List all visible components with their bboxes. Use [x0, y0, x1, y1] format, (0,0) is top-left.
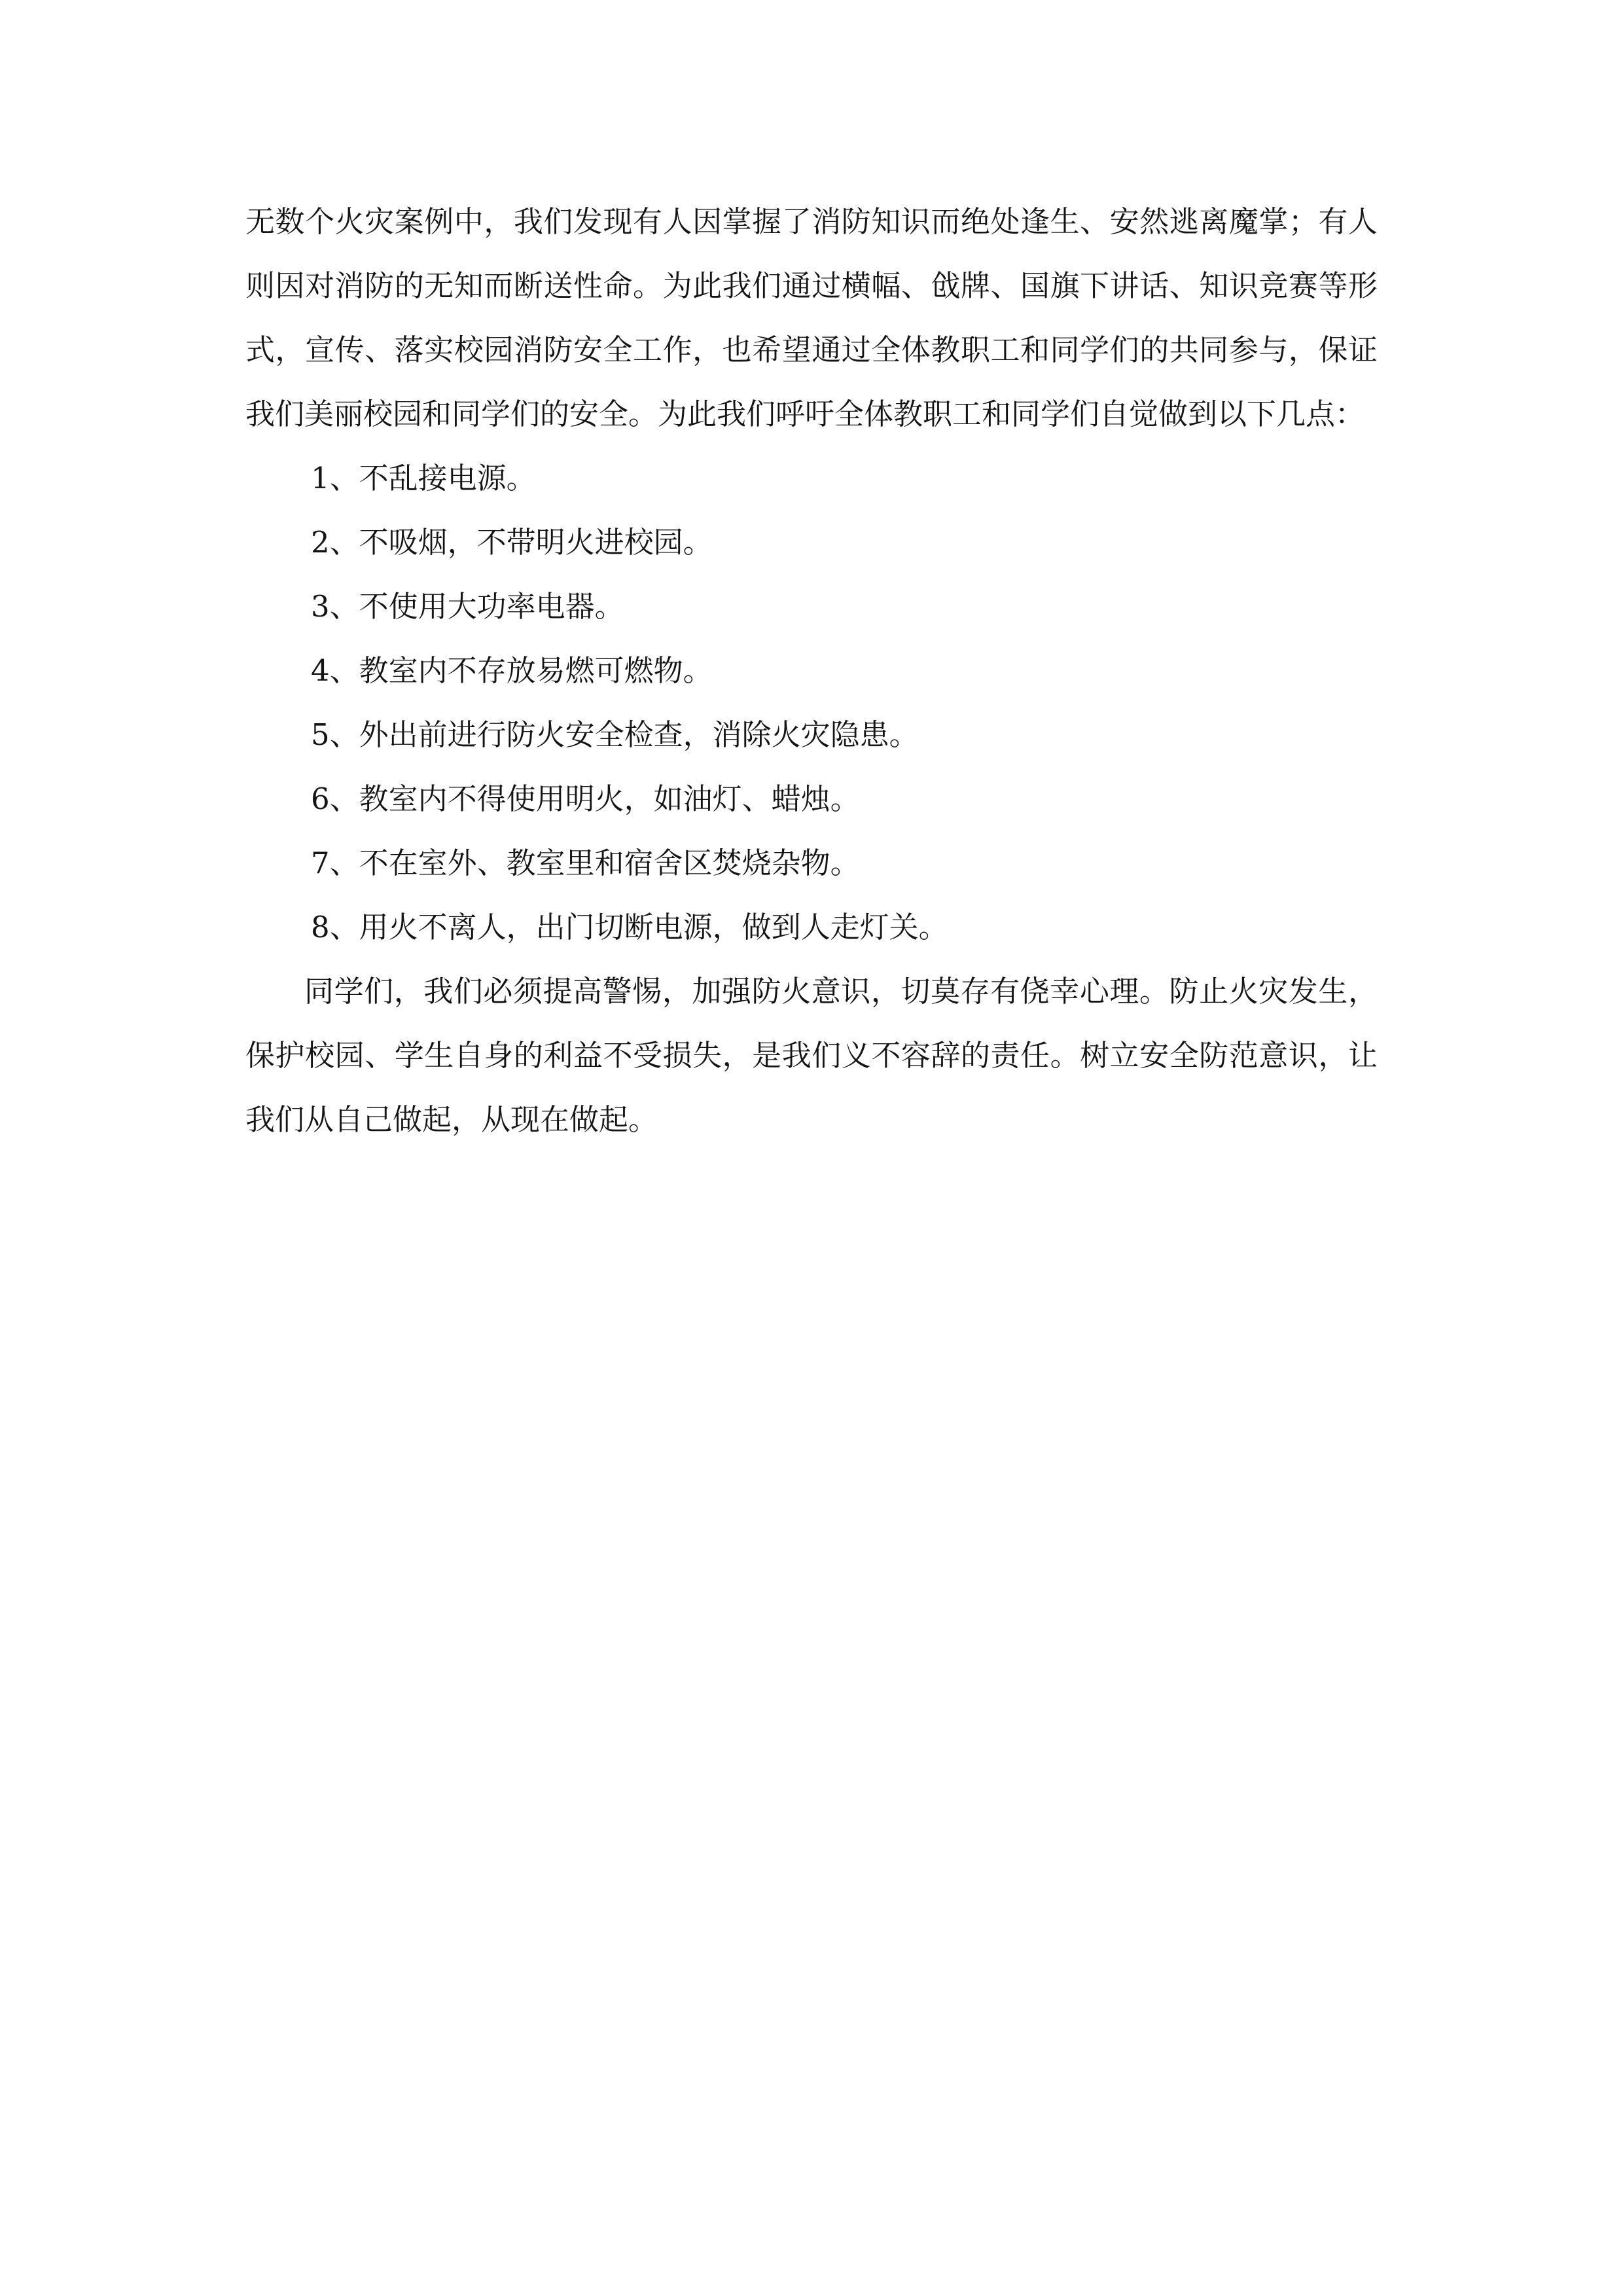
document-body [245, 190, 1378, 1152]
list-item: 4、教室内不存放易燃可燃物。 [311, 653, 713, 688]
list-item: 2、不吸烟，不带明火进校园。 [311, 525, 713, 560]
list-item: 5、外出前进行防火安全检查，消除火灾隐患。 [311, 717, 919, 752]
closing-paragraph: 同学们，我们必须提高警惕，加强防火意识，切莫存有侥幸心理。防止火灾发生，保护校园、学生自身的利益不受损失，是我们义不容辞的责任。树立安全防范意识，让我们从自己做起，从现在做起。 [245, 974, 1378, 1137]
list-item: 8、用火不离人，出门切断电源，做到人走灯关。 [311, 910, 948, 944]
safety-rules-list [245, 446, 1378, 960]
list-item: 3、不使用大功率电器。 [311, 589, 624, 624]
list-item: 1、不乱接电源。 [311, 461, 536, 495]
list-item: 6、教室内不得使用明火，如油灯、蜡烛。 [311, 781, 860, 816]
list-item: 7、不在室外、教室里和宿舍区焚烧杂物。 [311, 846, 860, 880]
intro-paragraph: 无数个火灾案例中，我们发现有人因掌握了消防知识而绝处逢生、安然逃离魔掌；有人则因对消防的无知而断送性命。为此我们通过横幅、戗牌、国旗下讲话、知识竞赛等形式，宣传、落实校园消防安全工作，也希望通过全体教职工和同学们的共同参与，保证我们美丽校园和同学们的安全。为此我们呼吁全体教职工和同学们自觉做到以下几点： [245, 204, 1378, 431]
